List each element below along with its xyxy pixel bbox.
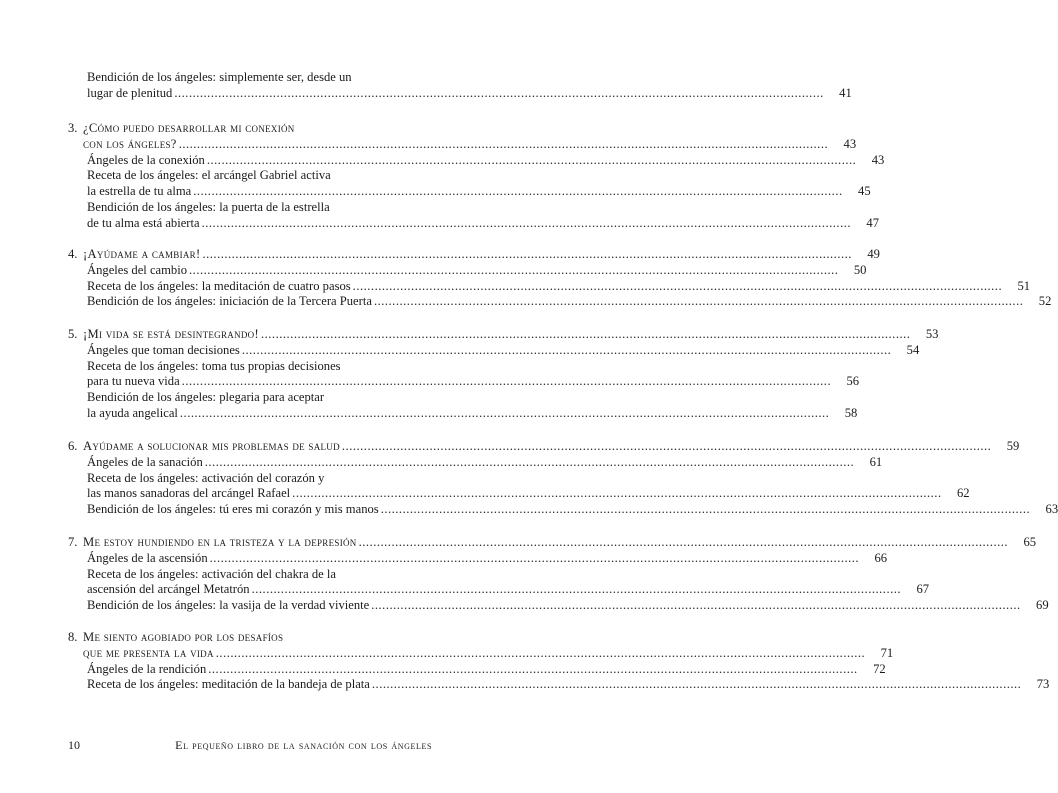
dot-leader xyxy=(202,216,851,232)
chapter-number: 5. xyxy=(68,327,78,341)
toc-entry xyxy=(68,85,852,102)
toc-chapter-entry xyxy=(68,136,857,153)
toc-chapter-entry xyxy=(68,535,1037,551)
page-number: 59 xyxy=(1006,439,1020,453)
entry-title: Ángeles del cambio xyxy=(87,262,188,277)
dot-leader xyxy=(207,153,856,169)
chapter-title: Me siento agobiado por los desafíos xyxy=(83,630,284,644)
entry-title: lugar de plenitud xyxy=(87,85,173,100)
toc-section xyxy=(68,121,885,232)
toc-entry xyxy=(68,278,1031,295)
toc-chapter-entry xyxy=(68,121,432,137)
toc-section xyxy=(68,70,852,102)
toc-entry xyxy=(68,550,888,567)
chapter-title: Ayúdame a solucionar mis problemas de salud xyxy=(83,439,340,453)
dot-leader xyxy=(193,184,842,200)
footer-page-number: 10 xyxy=(68,738,80,752)
dot-leader xyxy=(292,486,941,502)
entry-title: Bendición de los ángeles: la puerta de la estrella xyxy=(87,199,330,214)
chapter-heading xyxy=(68,121,295,137)
entry-title: Bendición de los ángeles: tú eres mi corazón y mis manos xyxy=(87,502,379,517)
page-number: 61 xyxy=(869,454,883,469)
dot-leader xyxy=(359,535,1008,551)
toc-entry xyxy=(68,502,1058,518)
toc-entry xyxy=(68,200,432,216)
toc-section xyxy=(68,439,1058,518)
entry-title: Receta de los ángeles: el arcángel Gabriel activa xyxy=(87,168,331,183)
page-number: 54 xyxy=(906,342,920,357)
footer-book-title: El pequeño libro de la sanación con los ángeles xyxy=(175,738,432,752)
dot-leader xyxy=(210,551,859,567)
entry-title: la ayuda angelical xyxy=(87,405,178,420)
page-number: 58 xyxy=(844,405,858,420)
page-number: 56 xyxy=(846,374,860,389)
entry-title: ascensión del arcángel Metatrón xyxy=(87,582,250,597)
page-number: 43 xyxy=(871,152,885,167)
entry-title: de tu alma está abierta xyxy=(87,215,200,230)
toc-entry xyxy=(68,342,920,359)
page-number: 73 xyxy=(1036,677,1050,692)
chapter-title: ¿Cómo puedo desarrollar mi conexión xyxy=(83,121,295,135)
toc-section xyxy=(68,247,1052,310)
page-footer xyxy=(68,738,432,754)
chapter-number: 4. xyxy=(68,247,78,261)
toc-section xyxy=(68,630,1050,693)
toc-entry xyxy=(68,359,432,375)
dot-leader xyxy=(342,439,991,455)
toc-entry xyxy=(68,486,970,502)
dot-leader xyxy=(179,137,828,153)
chapter-title-continued: con los ángeles? xyxy=(83,136,177,151)
page-number: 67 xyxy=(916,582,930,597)
chapter-title-continued: que me presenta la vida xyxy=(83,645,214,660)
page-number: 45 xyxy=(858,184,871,199)
entry-title: Bendición de los ángeles: simplemente ser, desde un xyxy=(87,70,352,84)
toc-entry xyxy=(68,152,885,169)
toc-chapter-entry xyxy=(68,439,1020,455)
toc-entry xyxy=(68,677,1050,693)
page-number: 63 xyxy=(1045,502,1058,517)
toc-entry xyxy=(68,294,1052,310)
chapter-number: 3. xyxy=(68,121,78,135)
dot-leader xyxy=(182,374,831,390)
entry-title: Ángeles que toman decisiones xyxy=(87,342,240,357)
dot-leader xyxy=(374,294,1023,310)
toc-entry xyxy=(68,215,880,232)
toc-entry xyxy=(68,405,858,422)
chapter-heading xyxy=(68,439,340,455)
chapter-number: 6. xyxy=(68,439,78,453)
dot-leader xyxy=(208,662,857,678)
page-number: 52 xyxy=(1038,294,1052,309)
toc-entry xyxy=(68,598,1049,614)
page-number: 43 xyxy=(843,136,857,151)
page-number: 72 xyxy=(873,661,886,676)
chapter-title: ¡Ayúdame a cambiar! xyxy=(83,247,201,261)
page-number: 65 xyxy=(1023,535,1037,549)
dot-leader xyxy=(252,582,901,598)
page-number: 41 xyxy=(839,85,852,100)
entry-title: Receta de los ángeles: la meditación de cuatro pasos xyxy=(87,278,351,293)
chapter-heading xyxy=(68,327,259,343)
toc-entry xyxy=(68,582,930,598)
dot-leader xyxy=(202,247,851,263)
dot-leader xyxy=(242,343,891,359)
toc-entry xyxy=(68,661,886,678)
toc-entry xyxy=(68,70,432,86)
toc-entry xyxy=(68,262,867,279)
dot-leader xyxy=(174,86,823,102)
page-number: 71 xyxy=(880,645,894,660)
entry-title: para tu nueva vida xyxy=(87,374,180,389)
entry-title: Ángeles de la sanación xyxy=(87,454,203,469)
toc-chapter-entry xyxy=(68,247,880,263)
dot-leader xyxy=(216,646,865,662)
entry-title: Ángeles de la ascensión xyxy=(87,550,208,565)
entry-title: Receta de los ángeles: activación del corazón y xyxy=(87,470,325,485)
dot-leader xyxy=(261,327,910,343)
toc-section xyxy=(68,327,939,422)
toc-entry xyxy=(68,471,432,487)
toc-entry xyxy=(68,184,871,200)
toc-entry xyxy=(68,374,860,390)
entry-title: Ángeles de la conexión xyxy=(87,152,205,167)
entry-title: Bendición de los ángeles: iniciación de la Tercera Puerta xyxy=(87,294,372,309)
toc-entry xyxy=(68,567,432,583)
page-number: 50 xyxy=(853,262,867,277)
entry-title: Receta de los ángeles: activación del chakra de la xyxy=(87,566,336,581)
entry-title: la estrella de tu alma xyxy=(87,184,192,199)
page-number: 62 xyxy=(957,486,970,501)
chapter-heading xyxy=(68,247,200,263)
toc-chapter-entry xyxy=(68,630,432,646)
dot-leader xyxy=(372,677,1021,693)
entry-title: Ángeles de la rendición xyxy=(87,661,207,676)
chapter-title: ¡Mi vida se está desintegrando! xyxy=(83,327,259,341)
toc-entry xyxy=(68,390,432,406)
page-number: 47 xyxy=(866,215,880,230)
entry-title: Receta de los ángeles: toma tus propias decisiones xyxy=(87,358,341,373)
dot-leader xyxy=(205,455,854,471)
dot-leader xyxy=(371,598,1020,614)
toc-section xyxy=(68,535,1049,614)
toc-entry xyxy=(68,168,432,184)
entry-title: Bendición de los ángeles: plegaria para aceptar xyxy=(87,390,325,405)
page-number: 49 xyxy=(867,247,880,261)
chapter-heading xyxy=(68,535,357,551)
page-number: 69 xyxy=(1036,598,1049,613)
page-number: 66 xyxy=(874,550,888,565)
chapter-title: Me estoy hundiendo en la tristeza y la depresión xyxy=(83,535,357,549)
page-number: 53 xyxy=(925,327,939,341)
dot-leader xyxy=(180,406,829,422)
chapter-number: 8. xyxy=(68,630,78,644)
entry-title: Receta de los ángeles: meditación de la bandeja de plata xyxy=(87,677,370,692)
dot-leader xyxy=(353,279,1002,295)
page-number: 51 xyxy=(1017,278,1031,293)
toc-chapter-entry xyxy=(68,645,894,662)
chapter-heading xyxy=(68,630,283,646)
toc-entry xyxy=(68,454,883,471)
dot-leader xyxy=(381,502,1030,518)
chapter-number: 7. xyxy=(68,535,78,549)
toc-chapter-entry xyxy=(68,327,939,343)
entry-title: las manos sanadoras del arcángel Rafael xyxy=(87,486,291,501)
dot-leader xyxy=(189,263,838,279)
entry-title: Bendición de los ángeles: la vasija de la verdad viviente xyxy=(87,598,370,613)
